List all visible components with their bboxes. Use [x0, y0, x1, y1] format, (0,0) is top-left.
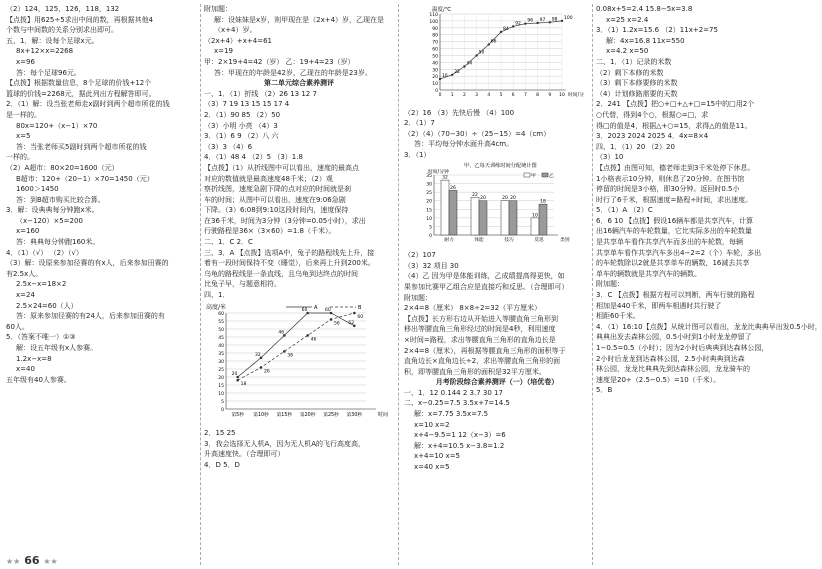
text-line: 一样的。 — [6, 153, 34, 162]
text-line: 答：平均每分钟水面升高4cm。 — [414, 140, 514, 149]
x-tick-label: 5 — [499, 93, 503, 98]
text-line: 月考阶段综合素养测评（一）（培优卷） — [435, 378, 559, 387]
text-line: 二、x−0.25=7.5 3.5x+7=14.5 — [404, 399, 510, 408]
data-label-B: 36 — [287, 353, 294, 359]
text-line: （3）7 19 13 15 15 17 4 — [204, 100, 290, 109]
text-line: 5．（答案不唯一）①③ — [6, 333, 76, 342]
y-tick-label: 80 — [432, 33, 438, 39]
data-point — [512, 25, 514, 27]
data-label: 50 — [478, 50, 485, 56]
data-point — [463, 65, 465, 67]
text-line: （3）小明 小亮 （4）3 — [204, 121, 278, 130]
data-label-B: 26 — [264, 369, 270, 375]
y-tick-label: 90 — [432, 26, 438, 32]
text-line: 下降。（3）6:08到9:10这段时间内，速度保持 — [204, 206, 349, 215]
bar-label-甲: 20 — [502, 195, 508, 201]
data-label: 98 — [551, 17, 558, 23]
legend-label: 甲 — [531, 173, 536, 179]
bar-label-甲: 22 — [472, 192, 478, 198]
text-line: x+4=10 x=5 — [414, 452, 460, 461]
bar-乙 — [479, 200, 487, 234]
text-line: 3．解：设典典每分钟跑x米。 — [6, 206, 99, 215]
text-line: 2．（1）90 85 （2）50 — [204, 110, 281, 119]
text-line: 【点拨】长方形右边从开始进入等腰直角三角形到 — [404, 314, 558, 323]
x-tick-label: 0 — [438, 93, 442, 98]
data-label-A: 20 — [231, 371, 238, 377]
text-line: 直角边长×直角边长÷2，求出等腰直角三角形的面 — [404, 357, 561, 366]
data-point — [561, 20, 563, 22]
text-line: 60人。 — [6, 322, 29, 331]
legend-label: 乙 — [549, 173, 554, 179]
y-tick-label: 50 — [432, 54, 438, 60]
legend-swatch — [524, 173, 530, 177]
text-line: x=19 — [214, 47, 233, 56]
bar-label-乙: 18 — [540, 199, 546, 205]
page-number — [6, 554, 58, 567]
text-line: 【点拨】（1）从折线图中可以看出，速度的最高点 — [204, 163, 359, 172]
data-label-B: 46 — [310, 337, 317, 343]
y-tick-label: 50 — [218, 327, 224, 333]
text-line: 答：甲现在的年龄是42岁，乙现在的年龄是23岁。 — [214, 68, 372, 77]
x-tick-label: 第10秒 — [253, 412, 269, 418]
x-tick-label: 第5秒 — [231, 412, 244, 418]
text-line: 2.5x−x=18×2 — [16, 280, 67, 289]
data-label-A: 46 — [278, 330, 285, 336]
text-line: 三、3．A 【点拨】选项A中，兔子的路程线先上升，接 — [204, 248, 375, 257]
text-line: 个数与中间数的关系分别求出即可。 — [6, 26, 118, 35]
text-line: 时行了6千米，根据速度=路程÷时间，求出速度。 — [596, 195, 753, 204]
text-line: 察折线图，速度急剧下降的点对应的时间就是刹 — [204, 185, 351, 194]
text-line: 在36千米，时间为3分钟（3分钟=0.05小时），求出 — [204, 216, 366, 225]
text-line: （2）107 — [404, 251, 436, 260]
y-tick-label: 20 — [218, 375, 224, 381]
y-tick-label: 30 — [432, 68, 438, 74]
text-line: （3）解：设原来参加径赛的有x人，后来参加田赛的 — [6, 259, 169, 268]
data-point — [439, 78, 441, 80]
text-line: 林公园，龙龙比典典先到达森林公园，龙龙骑车的 — [596, 365, 750, 374]
column-3-text — [404, 108, 590, 473]
text-line: x+4−9.5=1 12（x−3）=6 — [414, 431, 506, 440]
text-line: （2）16 （3）先快后慢 （4）100 — [404, 108, 515, 117]
text-line: （4）计划修路需要的天数 — [596, 89, 678, 98]
column-1 — [6, 4, 196, 565]
y-tick-label: 0 — [435, 89, 438, 94]
text-line: 答：当张老师买5副时到两个超市所花的钱 — [16, 142, 147, 151]
data-point-B — [353, 311, 356, 314]
bar-乙 — [539, 204, 547, 235]
bar-甲 — [471, 197, 479, 235]
bar-甲 — [531, 217, 539, 234]
text-line: 着有一段时间保持不变（睡觉），后来再上升到200米。 — [204, 259, 375, 268]
bar-chart-training — [404, 161, 590, 247]
text-line: 甲：2×19+4=42（岁） 乙：19+4=23（岁） — [204, 57, 355, 66]
data-point — [549, 21, 551, 23]
x-tick-label: 第30秒 — [346, 412, 363, 418]
text-line: 3．（1）1.2x=15.6 （2）11x+2=75 — [596, 26, 718, 35]
bar-label-乙: 20 — [510, 195, 516, 201]
data-label-A: 60 — [301, 307, 308, 313]
text-line: 1600＞1450 — [16, 185, 59, 194]
y-tick-label: 15 — [218, 383, 224, 389]
bar-label-乙: 20 — [480, 195, 486, 201]
text-line: x=40 x=5 — [414, 463, 450, 472]
text-line: 五、1．解：设每个足球x元。 — [6, 36, 99, 45]
y-tick-label: 70 — [432, 40, 438, 46]
column-divider — [398, 4, 399, 565]
y-tick-label: 0 — [221, 407, 224, 413]
data-label: 97 — [539, 17, 546, 23]
text-line: 答：典典每分钟跑160米。 — [16, 238, 100, 247]
text-line: 对应的数值就是最高速度48千米；（2）观 — [204, 174, 333, 183]
data-label: 84 — [503, 26, 509, 32]
data-point — [536, 22, 538, 24]
text-line: 一、1．12 0.144 2 3.7 30 17 — [404, 388, 503, 397]
column-2 — [204, 4, 394, 565]
data-label-A: 52 — [348, 320, 355, 326]
text-line: x=24 — [16, 291, 35, 300]
text-line: 【点拨】根据数量信息，8个足球的价钱+12个 — [6, 79, 152, 88]
legend-swatch — [542, 173, 548, 177]
text-line: 5．（1）A （2）C — [596, 206, 653, 215]
text-line: 2．241 【点拨】把○+□+△+□=15中的□用2个 — [596, 100, 755, 109]
column-divider — [200, 4, 201, 565]
column-divider — [592, 4, 593, 565]
text-line: 四、1． — [204, 291, 230, 300]
data-point — [475, 54, 477, 56]
data-label: 16 — [442, 73, 448, 79]
data-label: 96 — [527, 18, 534, 24]
text-line: 2．（1）7 — [404, 119, 435, 128]
text-line: 答：每个足球96元。 — [16, 68, 81, 77]
line-chart-ab — [204, 301, 389, 425]
text-line: （2）（4）（70−30）÷（25−15）=4（cm） — [404, 129, 551, 138]
y-tick-label: 40 — [218, 343, 224, 349]
text-line: 附加题： — [204, 5, 232, 13]
text-line: 移出等腰直角三角形经过的时间是4秒，利用速度 — [404, 325, 556, 334]
chart-title: 温度/℃ — [432, 7, 452, 13]
y-tick-label: 45 — [218, 335, 224, 341]
data-label-A: 60 — [325, 307, 331, 313]
text-line: 【点拨】用625÷5求出中间的数，再根据其他4 — [6, 15, 154, 24]
line-chart-water — [404, 4, 590, 104]
text-line: 4．（1）16:10【点拨】从统计图可以看出，龙龙比典典早出发0.5小时， — [596, 322, 822, 331]
y-tick-label: 20 — [426, 199, 432, 205]
x-tick-label: 体能 — [474, 237, 484, 243]
y-tick-label: 25 — [426, 190, 432, 196]
text-line: 出16辆汽车的车轮数量，它比实际多出的车轮数量 — [596, 227, 752, 236]
text-line: 单车的辆数就是共享汽车的辆数。 — [596, 269, 701, 278]
x-tick-label: 8 — [536, 93, 540, 98]
y-tick-label: 35 — [218, 351, 224, 357]
text-line: 停留的时间是3小格，即30分钟。返回时0.5小 — [596, 185, 740, 194]
text-line: 1.2x−x=8 — [16, 354, 52, 363]
text-line: 2．15 25 — [204, 429, 236, 438]
data-label: 92 — [515, 21, 521, 27]
column-3 — [404, 4, 590, 565]
text-line: （3）剩下本修要修的米数 — [596, 79, 678, 88]
text-line: 车的时间；从图中可以看出，速度在9:06急剧 — [204, 195, 346, 204]
bar-chart-training-wrapper — [404, 161, 590, 251]
legend-label: A — [314, 304, 318, 311]
text-line: x=25 x=2.4 — [606, 15, 649, 24]
text-line: B超市：120+（20−1）×70=1450（元） — [16, 174, 154, 183]
x-tick-label: 反思 — [534, 237, 544, 243]
y-tick-label: 5 — [221, 399, 224, 405]
data-point-B — [283, 350, 286, 353]
text-line: 速度是20÷（2.5−0.5）=10（千米）。 — [596, 375, 721, 384]
data-label-B: 56 — [334, 321, 340, 327]
text-line: 2×4=8（厘米），再根据等腰直角三角形的面积等于 — [404, 346, 566, 355]
data-label: 100 — [564, 15, 573, 21]
text-line: 是一样的。 — [6, 110, 41, 119]
y-tick-label: 5 — [429, 224, 432, 230]
text-line: 2小时后龙龙到达森林公园，2.5小时典典到达森 — [596, 354, 745, 363]
text-line: 积，即等腰直角三角形的面积是32平方厘米。 — [404, 367, 546, 376]
x-tick-label: 技巧 — [504, 237, 514, 243]
text-line: 升高速度快。（合理即可） — [204, 450, 285, 459]
text-line: 相距60千米。 — [596, 312, 640, 321]
text-line: 4．D 5．D — [204, 461, 240, 469]
page-number-text: 66 — [24, 554, 40, 567]
text-line: 行驶路程是36×（3×60）=1.8（千米）。 — [204, 227, 336, 236]
x-tick-label: 9 — [548, 93, 552, 98]
text-line: 8x+12×x=2268 — [16, 47, 74, 56]
column-2-bottom-text — [204, 428, 394, 470]
text-line: 2×4=8（厘米） 8×8÷2=32（平方厘米） — [404, 304, 542, 313]
x-tick-label: 7 — [523, 93, 527, 98]
text-line: 答：到B超市购买比较合算。 — [16, 195, 105, 204]
y-tick-label: 30 — [218, 359, 224, 365]
y-tick-label: 40 — [432, 61, 438, 67]
text-line: 3．（1） — [404, 150, 431, 159]
text-line: 比兔子早，与题意相符。 — [204, 280, 281, 289]
x-tick-label: 6 — [511, 93, 515, 98]
y-tick-label: 0 — [429, 233, 432, 239]
text-line: 二、1．C 2．C — [204, 238, 253, 247]
x-axis-label: 类别 — [560, 237, 570, 243]
x-tick-label: 3 — [475, 93, 479, 98]
bar-label-甲: 32 — [442, 175, 448, 181]
text-line: （x−120）×5=200 — [16, 216, 83, 225]
text-line: （x+4）岁。 — [214, 26, 257, 35]
data-point-B — [236, 379, 239, 382]
data-label-B: 18 — [240, 381, 247, 387]
x-tick-label: 第25秒 — [323, 412, 339, 418]
chart-title: 甲、乙每天训练时间分配统计图 — [464, 162, 537, 169]
chart-title: 高度/米 — [206, 303, 227, 311]
y-tick-label: 10 — [432, 82, 438, 88]
text-line: 解：4x=16.8 11x=550 — [606, 36, 685, 45]
text-line: 果参加比赛甲乙组合应是直接巧和反思。（合理即可） — [404, 282, 569, 291]
text-line: 6．6 10 【点拨】假设16辆车都是共享汽车，计算 — [596, 216, 754, 225]
text-line: 4．（1）48 4 （2）5 （3）1.8 — [204, 153, 303, 162]
y-tick-label: 25 — [218, 367, 224, 373]
text-line: 一、1．（1）折线 （2）26 13 12 7 — [204, 89, 317, 98]
text-line: 2.5×24=60（人） — [16, 301, 78, 310]
y-tick-label: 110 — [429, 13, 438, 18]
y-tick-label: 30 — [426, 182, 432, 188]
text-line: （2）剩下本修的米数 — [596, 68, 664, 77]
text-line: 二、1．（1）记录的米数 — [596, 57, 672, 66]
text-line: 4．（1）（√） （2）（√） — [6, 248, 84, 257]
data-point — [488, 43, 490, 45]
data-label-B: 60 — [357, 314, 364, 320]
data-point-B — [330, 318, 333, 321]
x-tick-label: 4 — [487, 93, 491, 98]
text-line: （3）3 （4）6 — [204, 142, 253, 151]
text-line: 有2.5x人。 — [6, 269, 43, 278]
y-tick-label: 60 — [432, 47, 438, 53]
text-line: 80x=120+（x−1）×70 — [16, 121, 98, 130]
text-line: 的车轮数除以2就是共享单车的辆数，16减去共享 — [596, 259, 750, 268]
text-line: 3．C 【点拨】根据方程可以判断，两车行驶的路程 — [596, 291, 755, 300]
text-line: x=4.2 x=50 — [606, 47, 649, 56]
line-chart-ab-wrapper — [204, 301, 394, 429]
text-line: （3）10 — [596, 153, 624, 162]
bar-甲 — [441, 180, 449, 235]
column-4 — [596, 4, 822, 565]
y-tick-label: 15 — [426, 207, 432, 213]
text-line: 解：x+4=10.5 x−3.8=1.2 — [414, 441, 505, 450]
star-icon: ★★ — [6, 557, 21, 566]
column-2-top-text — [204, 4, 394, 301]
text-line: x=10 x=2 — [414, 420, 450, 429]
text-line: 是共享单车看作共享汽车而多出的车轮数，每辆 — [596, 238, 743, 247]
text-line: x=40 — [16, 365, 35, 374]
text-line: 5．B — [596, 386, 613, 395]
text-line: （2）124，125，126，118，132 — [6, 5, 120, 13]
x-axis-label: 时间/分 — [568, 93, 585, 98]
text-line: ○代替，得到4个○，根据○=□，求 — [596, 110, 709, 119]
y-tick-label: 20 — [432, 75, 438, 81]
data-point-B — [260, 366, 263, 369]
text-line: （3）32 项目 30 — [404, 261, 459, 270]
text-line: 1小格表示10分钟，则休息了20分钟。在图书馆 — [596, 174, 745, 183]
text-line: （2x+4）+x+4=61 — [204, 36, 273, 45]
text-line: 乌龟的路程线是一条直线，且乌龟到达终点的时间 — [204, 269, 358, 278]
text-line: 2．（1）解：设当张老师走x副时到两个超市所花的钱 — [6, 100, 170, 109]
bar-甲 — [501, 200, 509, 234]
line-chart-water-wrapper — [404, 4, 590, 108]
y-tick-label: 55 — [218, 319, 224, 325]
text-line: 五年级有40人参赛。 — [6, 375, 71, 384]
text-line: 篮球的价钱=2268元，据此列出方程解答即可。 — [6, 89, 156, 98]
text-line: 解：设妹妹是x岁，则甲现在是（2x+4）岁，乙现在是 — [214, 15, 385, 24]
text-line: 0.08x+5=2.4 15.8−5x=3.8 — [596, 5, 693, 13]
text-line: 1−0.5=0.5（小时）；因为2小时后典典到达森林公园， — [596, 344, 769, 352]
x-tick-label: 第20秒 — [299, 412, 316, 418]
y-tick-label: 10 — [426, 216, 432, 222]
data-point — [524, 22, 526, 24]
text-line: 相加是440千米，即两车相遇时共行驶了 — [596, 301, 722, 310]
text-line: 附加题： — [404, 293, 432, 302]
bar-乙 — [449, 190, 457, 235]
y-tick-label: 10 — [218, 391, 224, 397]
text-line: 【点拨】由图可知，德老师走到3千米处停下休息。 — [596, 163, 755, 172]
text-line: x=160 — [16, 227, 40, 236]
text-line: 四、1．（1）20 （2）20 — [596, 142, 675, 151]
x-tick-label: 2 — [462, 93, 466, 98]
legend-label: B — [358, 304, 362, 311]
text-line: （4）乙 因为甲是体能训练，乙成绩提高得更快，如 — [404, 272, 565, 281]
x-tick-label: 1 — [450, 93, 454, 98]
text-line: 3．我会选择无人机A，因为无人机A的飞行高度高， — [204, 439, 366, 448]
data-point — [451, 74, 453, 76]
x-tick-label: 耐力 — [444, 237, 454, 243]
y-tick-label: 60 — [218, 311, 224, 317]
text-line: 附加题： — [596, 280, 624, 289]
text-line: 典典出发去森林公园，0.5小时到1小时龙龙停留了 — [596, 333, 752, 342]
y-tick-label: 100 — [429, 19, 438, 25]
text-line: x=5 — [16, 132, 31, 141]
text-line: 得□的值是4，根据△+○=15，求得△的值是11。 — [596, 121, 752, 130]
data-label: 34 — [466, 61, 473, 67]
text-line: x=96 — [16, 57, 35, 66]
data-point — [500, 31, 502, 33]
bar-label-乙: 26 — [450, 185, 456, 191]
data-label-A: 32 — [255, 352, 261, 358]
text-line: 解：x=7.75 3.5x=7.5 — [414, 410, 489, 419]
text-line: （2）A超市：80×20=1600（元） — [6, 163, 119, 172]
x-axis-label: 时间 — [378, 411, 389, 418]
text-line: 共享单车看作共享汽车多出4−2=2（个）车轮，多出 — [596, 248, 762, 257]
y-tick-label: 35 — [426, 173, 432, 179]
bar-乙 — [509, 200, 517, 234]
star-icon: ★★ — [43, 557, 58, 566]
text-line: 3．2023 2024 2025 4．4x=8×4 — [596, 132, 709, 141]
text-line: 3．（1）6 9 （2）八 六 — [204, 132, 279, 141]
text-line: 答：原来参加径赛的有24人，后来参加田赛的有 — [16, 312, 165, 321]
x-tick-label: 第15秒 — [276, 412, 293, 418]
bar-label-甲: 10 — [532, 212, 538, 218]
x-tick-label: 10 — [559, 93, 565, 98]
data-label: 66 — [490, 39, 497, 45]
text-line: ×时间=路程，求出等腰直角三角形的直角边长是 — [404, 335, 556, 344]
y-axis-label: 时间/分钟 — [428, 169, 449, 175]
text-line: 解：设五年级有x人参赛。 — [16, 344, 98, 352]
data-point-B — [306, 334, 309, 337]
data-label: 22 — [454, 69, 460, 75]
text-line: 第二单元综合素养测评 — [264, 79, 334, 88]
